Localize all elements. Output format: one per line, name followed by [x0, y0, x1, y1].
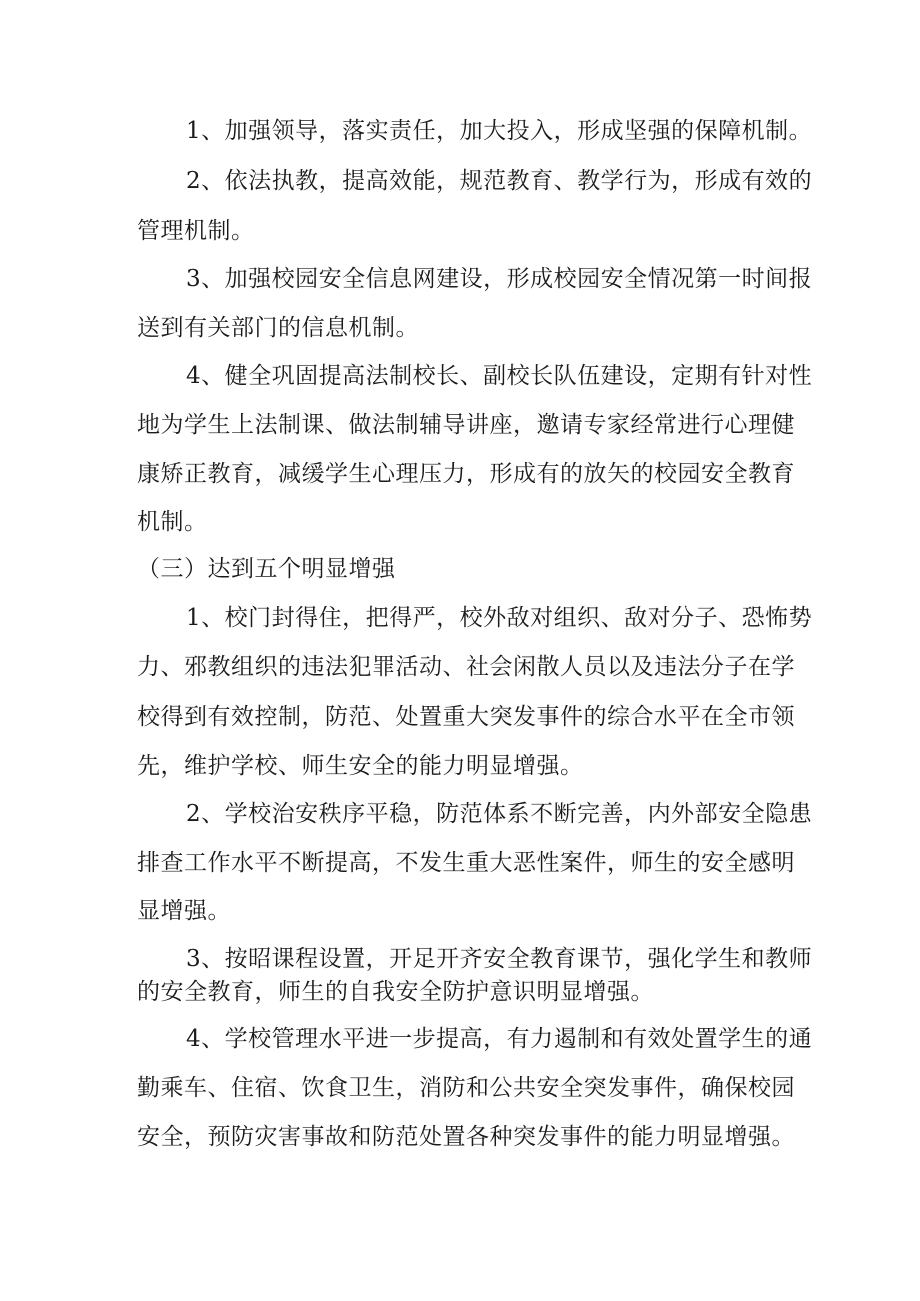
paragraph-line: 先，维护学校、师生安全的能力明显增强。 [137, 753, 584, 779]
paragraph-line: 2、学校治安秩序平稳，防范体系不断完善，内外部安全隐患 [186, 801, 813, 827]
paragraph-line: 安全，预防灾害事故和防范处置各种突发事件的能力明显增强。 [137, 1124, 795, 1150]
paragraph-line: 4、健全巩固提高法制校长、副校长队伍建设，定期有针对性 [186, 363, 813, 389]
paragraph-line: 机制。 [137, 509, 208, 535]
paragraph-line: 康矫正教育，减缓学生心理压力，形成有的放矢的校园安全教育 [137, 461, 795, 487]
paragraph-line: 勤乘车、住宿、饮食卫生，消防和公共安全突发事件，确保校园 [137, 1075, 795, 1101]
paragraph-line: 送到有关部门的信息机制。 [137, 315, 419, 341]
paragraph-line: 2、依法执教，提高效能，规范教育、教学行为，形成有效的 [186, 168, 813, 194]
paragraph-line: 排查工作水平不断提高，不发生重大恶性案件，师生的安全感明 [137, 850, 795, 876]
paragraph-line: 力、邪教组织的违法犯罪活动、社会闲散人员以及违法分子在学 [137, 654, 795, 680]
section-heading: （三）达到五个明显增强 [137, 556, 396, 582]
paragraph-line: 4、学校管理水平进一步提高，有力遏制和有效处置学生的通 [186, 1026, 813, 1052]
paragraph-line: 管理机制。 [137, 218, 255, 244]
paragraph-line: 1、加强领导，落实责任，加大投入，形成坚强的保障机制。 [186, 118, 813, 144]
paragraph-line: 的安全教育，师生的自我安全防护意识明显增强。 [137, 979, 654, 1005]
paragraph-line: 3、加强校园安全信息网建设，形成校园安全情况第一时间报 [186, 266, 813, 292]
paragraph-line: 显增强。 [137, 898, 231, 924]
paragraph-line: 地为学生上法制课、做法制辅导讲座，邀请专家经常进行心理健 [137, 412, 795, 438]
paragraph-line: 3、按昭课程设置，开足开齐安全教育课节，强化学生和教师 [186, 946, 813, 972]
paragraph-line: 1、校门封得住，把得严，校外敌对组织、敌对分子、恐怖势 [186, 605, 813, 631]
paragraph-line: 校得到有效控制，防范、处置重大突发事件的综合水平在全市领 [137, 704, 795, 730]
